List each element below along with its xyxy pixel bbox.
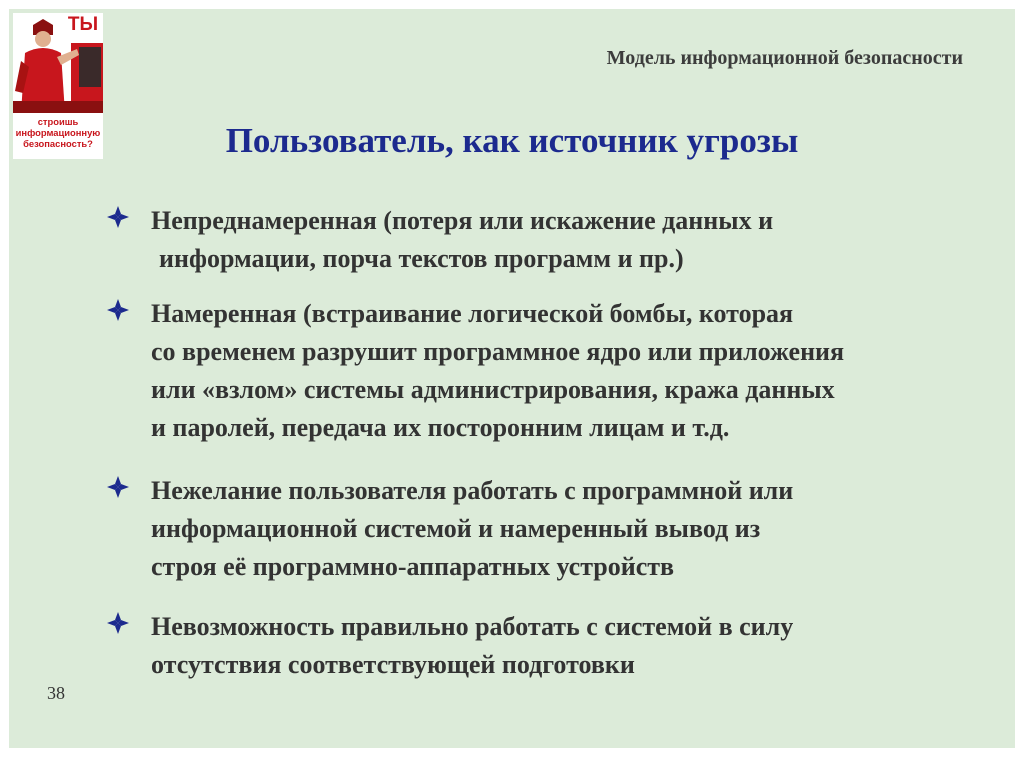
- page-number: 38: [47, 683, 65, 703]
- diamond-bullet-icon: [105, 204, 131, 230]
- poster-caption-line: информационную: [15, 127, 101, 138]
- bullet-line: строя её программно-аппаратных устройств: [151, 552, 675, 581]
- bullet-line: Непреднамеренная (потеря или искажение данных и: [151, 206, 774, 235]
- poster-caption-line: строишь: [37, 116, 79, 127]
- diamond-bullet-icon: [105, 610, 131, 636]
- bullet-text: [151, 608, 793, 684]
- bullet-line: информационной системой и намеренный вывод из: [151, 514, 761, 543]
- bullet-line: или «взлом» системы администрирования, кража данных: [151, 375, 835, 404]
- diamond-bullet-icon: [105, 474, 131, 500]
- bullet-line: Нежелание пользователя работать с программной или: [151, 476, 794, 505]
- bullet-line: со временем разрушит программное ядро или приложения: [151, 337, 845, 366]
- page-title: Пользователь, как источник угрозы: [225, 121, 799, 160]
- bullet-text: [151, 472, 793, 586]
- bullet-text: [151, 295, 844, 447]
- model-title: Модель информационной безопасности: [606, 47, 963, 69]
- bullet-line: Намеренная (встраивание логической бомбы, которая: [151, 299, 794, 328]
- poster-headline: ТЫ: [67, 14, 99, 35]
- bullet-line: отсутствия соответствующей подготовки: [151, 650, 635, 679]
- diamond-bullet-icon: [105, 297, 131, 323]
- poster-caption-line: безопасность?: [23, 138, 93, 149]
- slide: [9, 9, 1015, 748]
- bullet-line: Невозможность правильно работать с системой в силу: [151, 612, 794, 641]
- bullet-line: информации, порча текстов программ и пр.): [159, 244, 684, 273]
- bullet-line: и паролей, передача их посторонним лицам и т.д.: [151, 413, 730, 442]
- bullet-text: [151, 202, 773, 278]
